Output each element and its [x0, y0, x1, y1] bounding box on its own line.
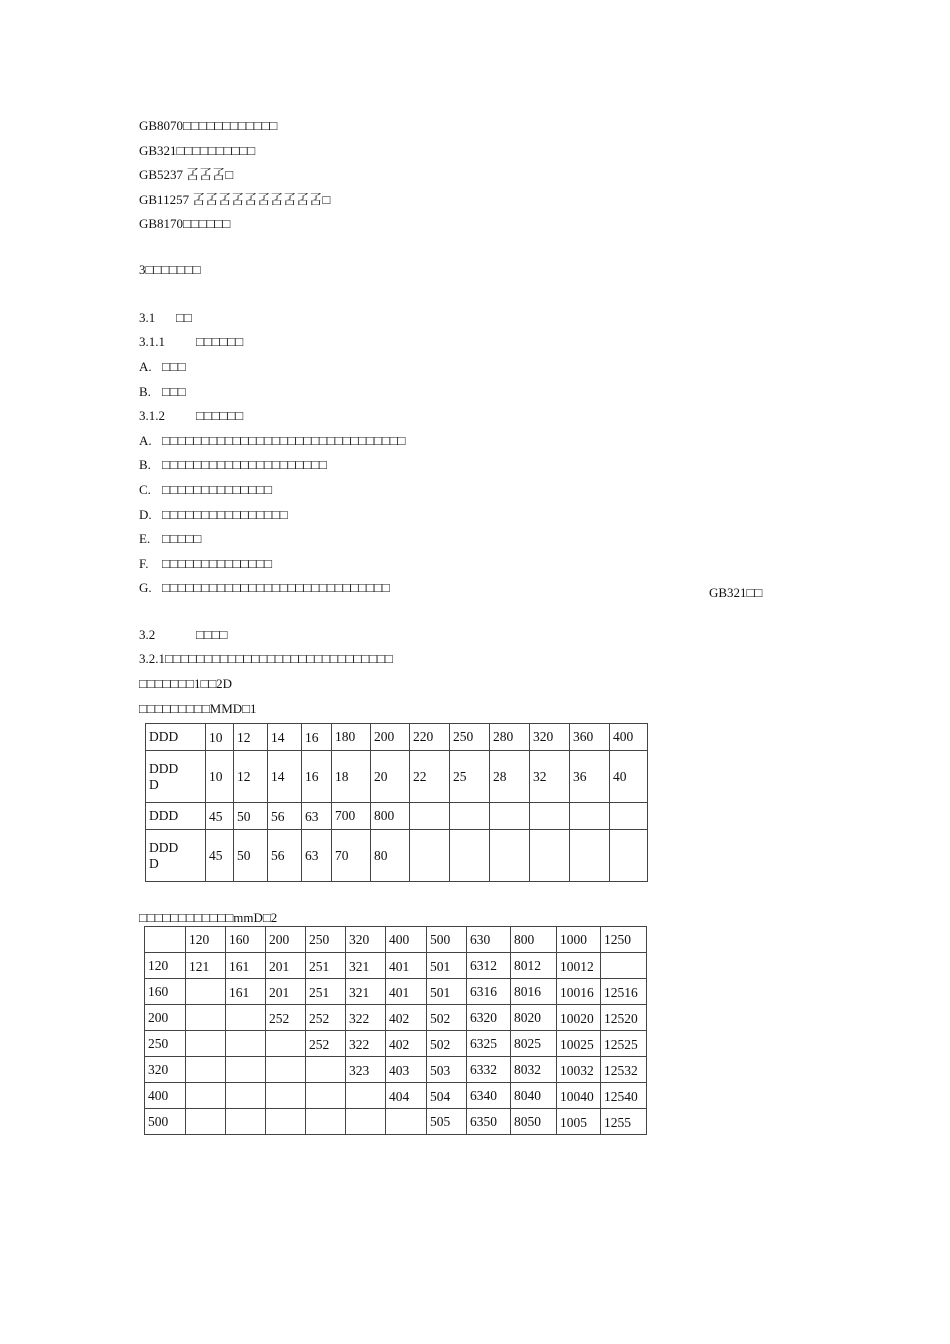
table-cell: 25: [450, 751, 490, 803]
cell-text: 8050: [514, 1113, 541, 1129]
table-cell: [410, 803, 450, 830]
cell-text: 503: [430, 1062, 451, 1077]
item-c-text: □□□□□□□□□□□□□□: [162, 482, 272, 497]
cell-text: 250: [309, 931, 330, 947]
table-cell: [610, 803, 648, 830]
section-3-2-title: □□□□: [196, 627, 228, 642]
table-cell: [266, 1083, 306, 1109]
cell-text: 6312: [470, 957, 497, 973]
cell-text: 10016: [560, 984, 594, 999]
cell-text: 201: [269, 984, 290, 999]
table-cell: [386, 927, 427, 953]
table-cell: 63: [302, 830, 332, 882]
list-b-text: □□□: [162, 384, 186, 399]
table-cell: [601, 953, 647, 979]
table-cell: [226, 927, 266, 953]
table-row: [145, 1031, 647, 1057]
table-cell: [206, 803, 234, 830]
table-cell: [386, 1005, 427, 1031]
table-cell: [226, 1057, 266, 1083]
cell-text: 252: [309, 1036, 330, 1051]
cell-text: 250: [148, 1035, 169, 1051]
section-3-1-1-title: □□□□□□: [196, 334, 244, 349]
table-row: [145, 953, 647, 979]
cell-text: 502: [430, 1010, 451, 1025]
item-a-marker: A.: [139, 433, 152, 448]
section-3-1-2-title: □□□□□□: [196, 408, 244, 423]
table-cell: [226, 953, 266, 979]
cell-text: 6340: [470, 1087, 497, 1103]
table-cell: [346, 927, 386, 953]
table-cell: 10: [206, 751, 234, 803]
cell-text: 251: [309, 958, 330, 973]
section-3-2-1-text: 3.2.1□□□□□□□□□□□□□□□□□□□□□□□□□□□□□: [139, 651, 393, 666]
cell-text: 321: [349, 984, 370, 999]
std-gb8170: GB8170□□□□□□: [139, 216, 231, 231]
table-cell: [145, 1109, 186, 1135]
cell-text: 800: [514, 931, 535, 947]
cell-text: DDD D: [149, 760, 179, 792]
table-cell: [557, 1005, 601, 1031]
item-e-text: □□□□□: [162, 531, 202, 546]
table-cell: 800: [371, 803, 410, 830]
table-cell: [467, 1109, 511, 1135]
cell-text: 10020: [560, 1010, 594, 1025]
table-cell: [234, 724, 268, 751]
cell-text: 323: [349, 1062, 370, 1077]
table-cell: [530, 830, 570, 882]
table-cell: [226, 1109, 266, 1135]
item-c-marker: C.: [139, 482, 151, 497]
table-cell: [511, 979, 557, 1005]
table-cell: [601, 979, 647, 1005]
table-cell: [427, 927, 467, 953]
table-cell: [306, 1057, 346, 1083]
table-row: [146, 751, 648, 803]
table-cell: [346, 1057, 386, 1083]
table-cell: 250: [450, 724, 490, 751]
table-row: [145, 1057, 647, 1083]
table-cell: [427, 953, 467, 979]
cell-text: 12525: [604, 1036, 638, 1051]
table-cell: [146, 751, 206, 803]
table-row: [146, 803, 648, 830]
table-cell: 200: [371, 724, 410, 751]
cell-text: 1000: [560, 931, 587, 947]
table-cell: [306, 1031, 346, 1057]
cell-text: 8012: [514, 957, 541, 973]
cell-text: 161: [229, 958, 250, 973]
table-cell: [186, 953, 226, 979]
table-cell: [570, 830, 610, 882]
table-cell: 180: [332, 724, 371, 751]
table-cell: [601, 1005, 647, 1031]
cell-text: 320: [349, 931, 370, 947]
table-cell: 36: [570, 751, 610, 803]
table-cell: 12: [234, 751, 268, 803]
cell-text: 161: [229, 984, 250, 999]
table-cell: [557, 1083, 601, 1109]
cell-text: 402: [389, 1036, 410, 1051]
table-cell: [346, 1083, 386, 1109]
table-cell: [306, 927, 346, 953]
table-cell: [601, 1031, 647, 1057]
cell-text: 320: [148, 1061, 169, 1077]
table-cell: [346, 979, 386, 1005]
table-cell: [511, 953, 557, 979]
table-cell: [146, 830, 206, 882]
table-cell: [145, 1083, 186, 1109]
table-cell: [266, 927, 306, 953]
table-cell: [427, 1109, 467, 1135]
cell-text: 8025: [514, 1035, 541, 1051]
table-cell: [186, 1031, 226, 1057]
list-a-text: □□□: [162, 359, 186, 374]
table-cell: [467, 927, 511, 953]
table-row: [146, 830, 648, 882]
table-cell: [570, 803, 610, 830]
table-cell: [427, 1057, 467, 1083]
table-cell: [511, 1109, 557, 1135]
table-cell: [467, 1005, 511, 1031]
table-cell: 20: [371, 751, 410, 803]
section-3-1-number: 3.1: [139, 310, 156, 325]
table-cell: [386, 979, 427, 1005]
cell-text: 402: [389, 1010, 410, 1025]
table-cell: 22: [410, 751, 450, 803]
section-3-1-title: □□: [176, 310, 192, 325]
list-a-marker: A.: [139, 359, 152, 374]
table-cell: [511, 927, 557, 953]
cell-text: 45: [209, 809, 223, 823]
table-cell: [302, 803, 332, 830]
table-cell: [557, 1057, 601, 1083]
cell-text: 501: [430, 958, 451, 973]
std-gb5237: GB5237 叾叾叾□: [139, 167, 234, 182]
table-cell: [386, 1031, 427, 1057]
cell-text: 400: [148, 1087, 169, 1103]
table-cell: [427, 1031, 467, 1057]
cell-text: 10012: [560, 958, 594, 973]
table-cell: [386, 1057, 427, 1083]
cell-text: 8016: [514, 983, 541, 999]
item-g-text: □□□□□□□□□□□□□□□□□□□□□□□□□□□□□: [162, 580, 390, 595]
std-gb8070: GB8070□□□□□□□□□□□□: [139, 118, 278, 133]
table-row: [145, 927, 647, 953]
cell-text: 200: [269, 931, 290, 947]
table-cell: [145, 1031, 186, 1057]
table-cell: [186, 1057, 226, 1083]
cell-text: 401: [389, 958, 410, 973]
table-cell: [467, 979, 511, 1005]
table-cell: [467, 1083, 511, 1109]
cell-text: 501: [430, 984, 451, 999]
cell-text: 63: [305, 809, 319, 823]
table-cell: 50: [234, 830, 268, 882]
cell-text: 12516: [604, 984, 638, 999]
item-b-marker: B.: [139, 457, 151, 472]
table-cell: 700: [332, 803, 371, 830]
cell-text: 321: [349, 958, 370, 973]
table-cell: [450, 803, 490, 830]
table-cell: 400: [610, 724, 648, 751]
cell-text: 6316: [470, 983, 497, 999]
item-f-marker: F.: [139, 556, 149, 571]
table-cell: [266, 979, 306, 1005]
table-cell: 14: [268, 751, 302, 803]
table-cell: [145, 979, 186, 1005]
cell-text: 121: [189, 958, 210, 973]
table-cell: [557, 979, 601, 1005]
table-cell: [346, 1031, 386, 1057]
cell-text: 403: [389, 1062, 410, 1077]
cell-text: 322: [349, 1036, 370, 1051]
cell-text: 500: [430, 931, 451, 947]
cell-text: 1005: [560, 1114, 587, 1129]
table-cell: [266, 1109, 306, 1135]
table-cell: [530, 803, 570, 830]
list-b-marker: B.: [139, 384, 151, 399]
cell-text: 504: [430, 1088, 451, 1103]
std-gb321: GB321□□□□□□□□□□: [139, 143, 256, 158]
table-cell: [145, 953, 186, 979]
cell-text: 1255: [604, 1114, 631, 1129]
table-cell: 80: [371, 830, 410, 882]
item-f-text: □□□□□□□□□□□□□□: [162, 556, 272, 571]
table-cell: [186, 1083, 226, 1109]
cell-text: 8032: [514, 1061, 541, 1077]
cell-text: 630: [470, 931, 491, 947]
cell-text: 12: [237, 730, 251, 744]
cell-text: 8040: [514, 1087, 541, 1103]
table-cell: [386, 953, 427, 979]
table-cell: [306, 1109, 346, 1135]
cell-text: 10: [209, 730, 223, 744]
item-d-marker: D.: [139, 507, 152, 522]
table-cell: [601, 1109, 647, 1135]
table-cell: 280: [490, 724, 530, 751]
cell-text: 10032: [560, 1062, 594, 1077]
section-3-1-1-number: 3.1.1: [139, 334, 165, 349]
table-cell: [226, 1005, 266, 1031]
table-2-caption: □□□□□□□□□□□□mmD□2: [139, 910, 278, 925]
cell-text: 12540: [604, 1088, 638, 1103]
table-cell: [186, 1005, 226, 1031]
table-cell: [450, 830, 490, 882]
cell-text: 6320: [470, 1009, 497, 1025]
table-cell: [234, 803, 268, 830]
table-row: [145, 1083, 647, 1109]
cell-text: 12520: [604, 1010, 638, 1025]
table-cell: [306, 1005, 346, 1031]
table-cell: [266, 1005, 306, 1031]
cell-text: 12532: [604, 1062, 638, 1077]
table-cell: [557, 927, 601, 953]
table-cell: 70: [332, 830, 371, 882]
table-cell: [490, 803, 530, 830]
item-b-text: □□□□□□□□□□□□□□□□□□□□□: [162, 457, 327, 472]
cell-text: 505: [430, 1113, 451, 1129]
cell-text: DDD D: [149, 839, 179, 871]
table-cell: [601, 1057, 647, 1083]
table-cell: [186, 979, 226, 1005]
table-row: [145, 979, 647, 1005]
table-cell: [266, 1057, 306, 1083]
std-gb11257: GB11257 叾叾叾叾叾叾叾叾叾叾□: [139, 192, 331, 207]
cell-text: 500: [148, 1113, 169, 1129]
table-cell: [266, 1031, 306, 1057]
table-cell: 28: [490, 751, 530, 803]
table-cell: [346, 1109, 386, 1135]
cell-text: 252: [269, 1010, 290, 1025]
cell-text: 404: [389, 1088, 410, 1103]
cell-text: 1250: [604, 931, 631, 947]
table-cell: 40: [610, 751, 648, 803]
table-1-caption: □□□□□□□□□MMD□1: [139, 701, 257, 716]
cell-text: 10025: [560, 1036, 594, 1051]
table-cell: 45: [206, 830, 234, 882]
cell-text: 322: [349, 1010, 370, 1025]
table-cell: [467, 1031, 511, 1057]
table-cell: [302, 724, 332, 751]
table-cell: 32: [530, 751, 570, 803]
table-cell: [511, 1057, 557, 1083]
table-cell: 18: [332, 751, 371, 803]
table-cell: [427, 979, 467, 1005]
table-cell: [427, 1083, 467, 1109]
table-row: [146, 724, 648, 751]
table-cell: DDD: [146, 724, 206, 751]
table-cell: [306, 979, 346, 1005]
section-3-heading: 3□□□□□□□: [139, 262, 201, 277]
cell-text: 120: [189, 931, 210, 947]
cell-text: 200: [148, 1009, 169, 1025]
table-row: [145, 1005, 647, 1031]
table-cell: DDD: [146, 803, 206, 830]
table-cell: [268, 724, 302, 751]
item-g-marker: G.: [139, 580, 152, 595]
cell-text: 8020: [514, 1009, 541, 1025]
table-cell: [226, 979, 266, 1005]
table-cell: [601, 927, 647, 953]
table-cell: [467, 1057, 511, 1083]
table-cell: 320: [530, 724, 570, 751]
cell-text: 400: [389, 931, 410, 947]
table-cell: [268, 803, 302, 830]
table-cell: [601, 1083, 647, 1109]
table-cell: [186, 1109, 226, 1135]
table-cell: [557, 1109, 601, 1135]
cell-text: 160: [229, 931, 250, 947]
cell-text: 6325: [470, 1035, 497, 1051]
table-cell: [386, 1083, 427, 1109]
table-cell: 16: [302, 751, 332, 803]
table-row: [145, 1109, 647, 1135]
cell-text: 160: [148, 983, 169, 999]
table-cell: [186, 927, 226, 953]
table-cell: [306, 1083, 346, 1109]
cell-text: 6350: [470, 1113, 497, 1129]
table-cell: [386, 1109, 427, 1135]
table-cell: [206, 724, 234, 751]
table-cell: [226, 1083, 266, 1109]
table-cell: [346, 1005, 386, 1031]
table-cell: [266, 953, 306, 979]
size-code-table: [144, 926, 647, 1135]
item-d-text: □□□□□□□□□□□□□□□□: [162, 507, 288, 522]
diameter-table: [145, 723, 648, 882]
cell-text: 6332: [470, 1061, 497, 1077]
table-cell: [511, 1005, 557, 1031]
table-cell: [306, 953, 346, 979]
table-cell: [467, 953, 511, 979]
cell-text: 201: [269, 958, 290, 973]
table-cell: [610, 830, 648, 882]
table-cell: [427, 1005, 467, 1031]
table-cell: [557, 953, 601, 979]
table-cell: [511, 1083, 557, 1109]
cell-text: 120: [148, 957, 169, 973]
cell-text: 251: [309, 984, 330, 999]
cell-text: 502: [430, 1036, 451, 1051]
table-cell: [511, 1031, 557, 1057]
cell-text: 10040: [560, 1088, 594, 1103]
section-3-1-2-number: 3.1.2: [139, 408, 165, 423]
item-a-text: □□□□□□□□□□□□□□□□□□□□□□□□□□□□□□□: [162, 433, 406, 448]
table-cell: [226, 1031, 266, 1057]
table-cell: [346, 953, 386, 979]
ratio-note: □□□□□□□1□□2D: [139, 676, 233, 691]
table-cell: [145, 927, 186, 953]
table-cell: 220: [410, 724, 450, 751]
table-cell: [490, 830, 530, 882]
gb321-reference: GB321□□: [709, 585, 763, 600]
table-cell: [145, 1057, 186, 1083]
section-3-2-number: 3.2: [139, 627, 156, 642]
item-e-marker: E.: [139, 531, 151, 546]
table-cell: 56: [268, 830, 302, 882]
cell-text: 401: [389, 984, 410, 999]
table-cell: [410, 830, 450, 882]
cell-text: 16: [305, 730, 319, 744]
cell-text: 252: [309, 1010, 330, 1025]
table-cell: [557, 1031, 601, 1057]
table-cell: [145, 1005, 186, 1031]
cell-text: 56: [271, 809, 285, 823]
table-cell: 360: [570, 724, 610, 751]
cell-text: 14: [271, 730, 285, 744]
cell-text: 50: [237, 809, 251, 823]
